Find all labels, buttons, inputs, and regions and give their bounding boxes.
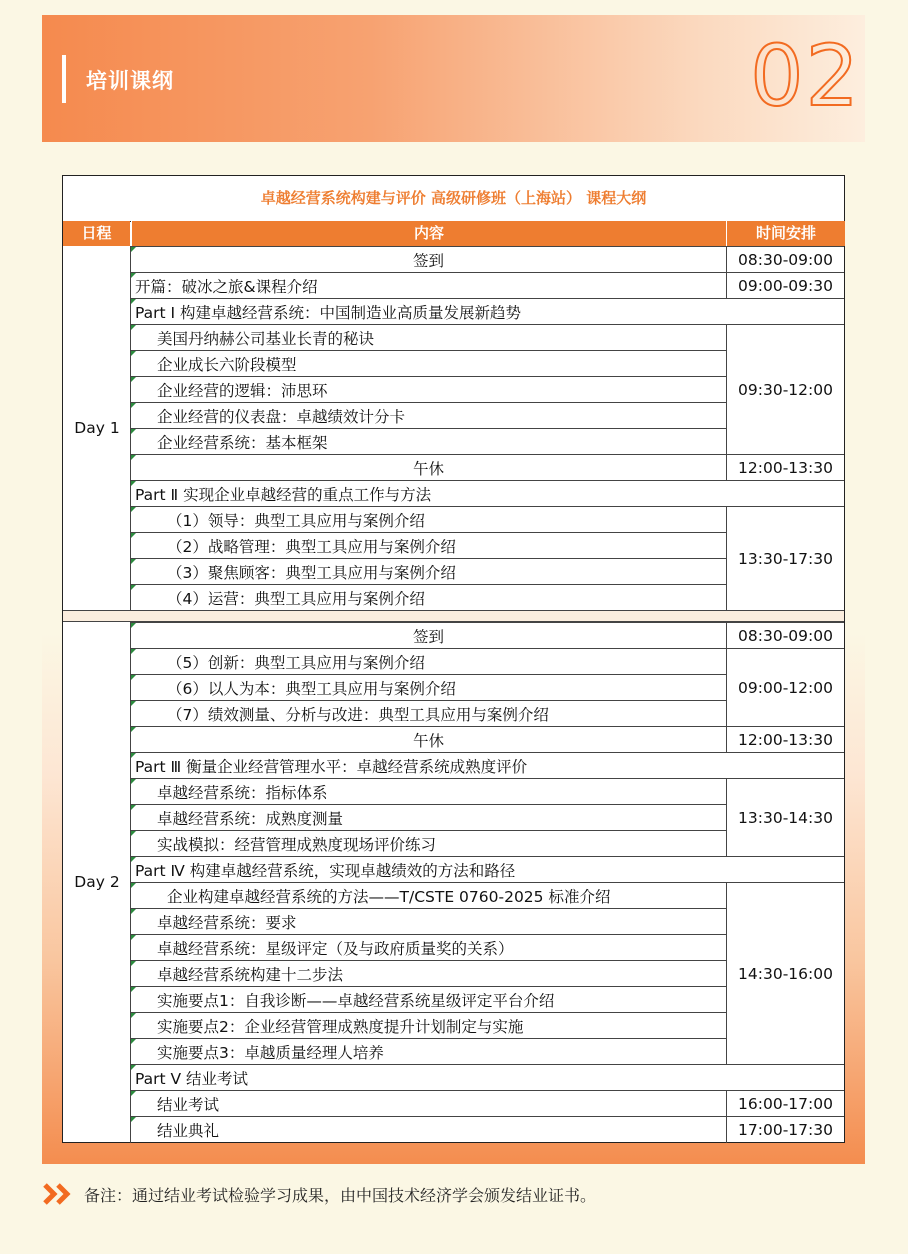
table-row-content: 结业考试 [130,1090,726,1117]
syllabus-table [62,175,845,1143]
day-label: Day 1 [74,419,120,437]
table-row-content: 签到 [130,246,726,273]
table-row-content: 企业经营的仪表盘：卓越绩效计分卡 [130,402,726,429]
table-row-time: 12:00-13:30 [726,726,844,753]
table-row-time: 08:30-09:00 [726,622,844,649]
header-time: 时间安排 [726,221,845,246]
table-row-content: 卓越经营系统：成熟度测量 [130,804,726,831]
footnote-text: 备注：通过结业考试检验学习成果，由中国技术经济学会颁发结业证书。 [84,1185,597,1205]
part-heading: Part Ⅰ 构建卓越经营系统：中国制造业高质量发展新趋势 [130,298,844,325]
part-heading: Part Ⅱ 实现企业卓越经营的重点工作与方法 [130,480,844,507]
table-row-content: （1）领导：典型工具应用与案例介绍 [130,506,726,533]
table-row-content: （6）以人为本：典型工具应用与案例介绍 [130,674,726,701]
table-row-content: 卓越经营系统：指标体系 [130,778,726,805]
table-row-time: 14:30-16:00 [726,882,844,1065]
table-row-content: （3）聚焦顾客：典型工具应用与案例介绍 [130,558,726,585]
table-row-content: 企业经营的逻辑：沛思环 [130,376,726,403]
table-row-time: 16:00-17:00 [726,1090,844,1117]
table-row-content: 结业典礼 [130,1116,726,1143]
table-row-content: 企业构建卓越经营系统的方法——T/CSTE 0760-2025 标准介绍 [130,882,726,909]
table-row-content: （7）绩效测量、分析与改进：典型工具应用与案例介绍 [130,700,726,727]
table-row-time: 12:00-13:30 [726,454,844,481]
footnote [42,1181,596,1207]
table-row-content: 卓越经营系统：星级评定（及与政府质量奖的关系） [130,934,726,961]
table-row-time: 09:30-12:00 [726,324,844,455]
table-caption: 卓越经营系统构建与评价 高级研修班（上海站） 课程大纲 [63,176,844,222]
day-separator [63,610,844,622]
table-row-content: 开篇：破冰之旅&课程介绍 [130,272,726,299]
table-row-content: 卓越经营系统构建十二步法 [130,960,726,987]
table-row-content: （4）运营：典型工具应用与案例介绍 [130,584,726,611]
table-row-content: 企业成长六阶段模型 [130,350,726,377]
table-row-content: 卓越经营系统：要求 [130,908,726,935]
table-row-content: 午休 [130,726,726,753]
table-row-content: （2）战略管理：典型工具应用与案例介绍 [130,532,726,559]
part-heading: Part Ⅴ 结业考试 [130,1064,844,1091]
table-row-content: 企业经营系统：基本框架 [130,428,726,455]
table-row-content: （5）创新：典型工具应用与案例介绍 [130,648,726,675]
header-content: 内容 [131,221,726,246]
table-row-time: 08:30-09:00 [726,246,844,273]
double-chevron-right-icon [42,1181,76,1207]
header-schedule: 日程 [63,221,130,246]
table-row-time: 09:00-09:30 [726,272,844,299]
table-row-time: 09:00-12:00 [726,648,844,727]
table-row-time: 13:30-17:30 [726,506,844,611]
table-row-content: 实施要点2：企业经营管理成熟度提升计划制定与实施 [130,1012,726,1039]
table-row-time: 17:00-17:30 [726,1116,844,1143]
table-row-time: 13:30-14:30 [726,778,844,857]
table-row-content: 实战模拟：经营管理成熟度现场评价练习 [130,830,726,857]
section-number: 02 [750,27,861,125]
table-row-content: 实施要点3：卓越质量经理人培养 [130,1038,726,1065]
table-row-content: 实施要点1：自我诊断——卓越经营系统星级评定平台介绍 [130,986,726,1013]
section-banner [42,15,865,142]
part-heading: Part Ⅲ 衡量企业经营管理水平：卓越经营系统成熟度评价 [130,752,844,779]
part-heading: Part Ⅳ 构建卓越经营系统，实现卓越绩效的方法和路径 [130,856,844,883]
table-row-content: 午休 [130,454,726,481]
table-row-content: 签到 [130,622,726,649]
table-row-content: 美国丹纳赫公司基业长青的秘诀 [130,324,726,351]
day-label: Day 2 [74,873,120,891]
section-title: 培训课纲 [86,69,174,93]
banner-accent-bar [62,55,66,103]
